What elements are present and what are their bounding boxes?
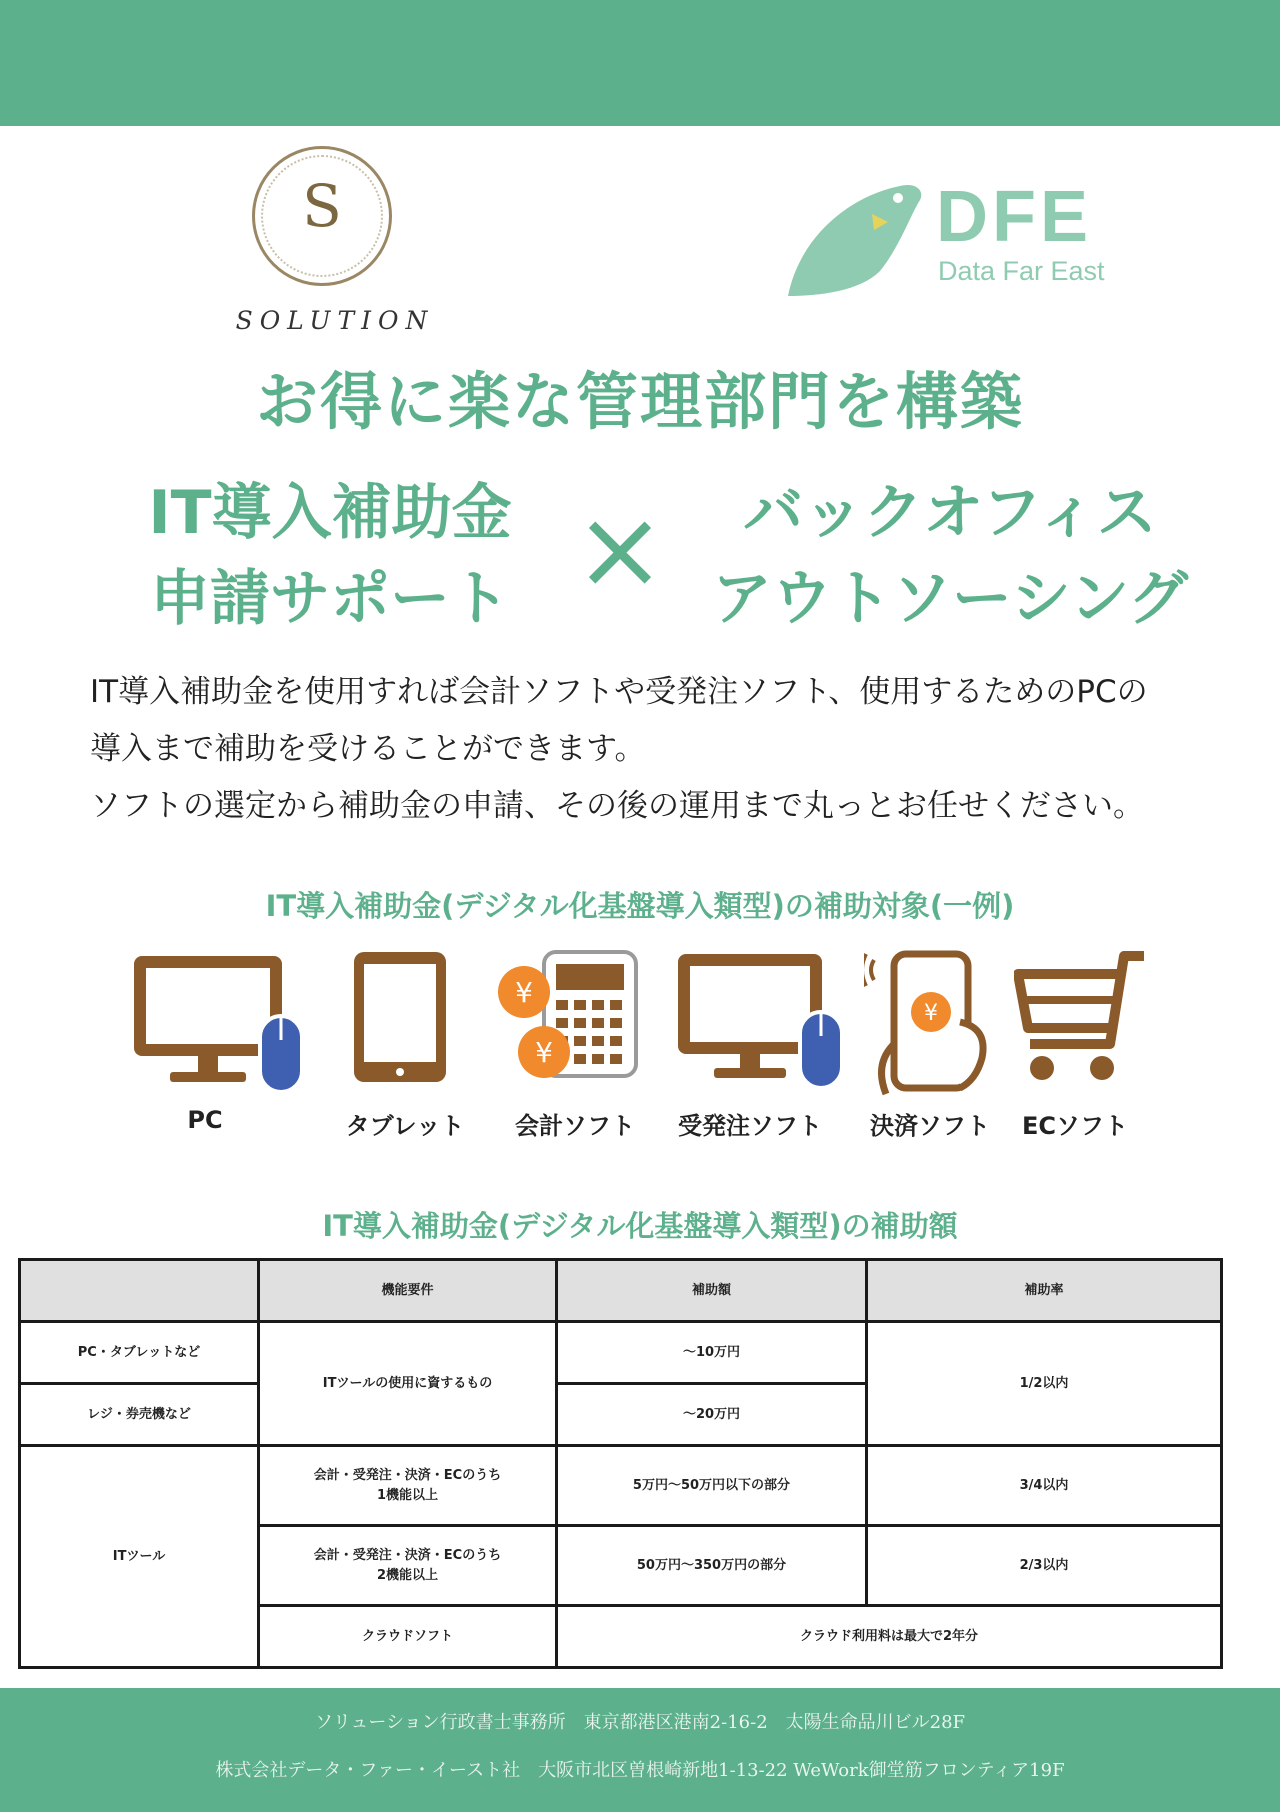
combo-left-line-2: 申請サポート bbox=[150, 564, 510, 634]
cell-rate: 2/3以内 bbox=[867, 1526, 1222, 1606]
cell-category: ITツール bbox=[20, 1446, 259, 1668]
monitor-mouse-icon bbox=[676, 948, 846, 1102]
svg-text:¥: ¥ bbox=[924, 1001, 938, 1026]
table-header-rate: 補助率 bbox=[867, 1260, 1222, 1322]
bottom-band bbox=[0, 1688, 1280, 1812]
table-header-amount: 補助額 bbox=[557, 1260, 867, 1322]
table-row bbox=[20, 1446, 1222, 1526]
table-header-category bbox=[20, 1260, 259, 1322]
svg-text:¥: ¥ bbox=[515, 976, 533, 1009]
calculator-icon bbox=[494, 948, 644, 1092]
dfe-logo-subtitle: Data Far East bbox=[938, 256, 1105, 286]
description-line-3: ソフトの選定から補助金の申請、その後の運用まで丸っとお任せください。 bbox=[90, 788, 1144, 824]
cell-amount: ～20万円 bbox=[557, 1384, 867, 1446]
solution-logo bbox=[235, 142, 448, 342]
cell-category: PC・タブレットなど bbox=[20, 1322, 259, 1384]
amounts-title: IT導入補助金(デジタル化基盤導入類型)の補助額 bbox=[322, 1209, 958, 1243]
smartphone-payment-icon bbox=[864, 948, 994, 1102]
target-label-accounting: 会計ソフト bbox=[515, 1112, 635, 1140]
target-label-pc: PC bbox=[187, 1106, 223, 1134]
cell-rate: 1/2以内 bbox=[867, 1322, 1222, 1446]
footer-address-solution: ソリューション行政書士事務所 東京都港区港南2-16-2 太陽生命品川ビル28F bbox=[314, 1712, 966, 1733]
cell-requirement: 会計・受発注・決済・ECのうち 1機能以上 bbox=[259, 1446, 557, 1526]
svg-text:¥: ¥ bbox=[535, 1036, 553, 1069]
cell-requirement: クラウドソフト bbox=[259, 1606, 557, 1668]
table-row bbox=[20, 1322, 1222, 1384]
combo-right bbox=[680, 470, 1220, 642]
description-line-2: 導入まで補助を受けることができます。 bbox=[90, 731, 646, 767]
table-header-row bbox=[20, 1260, 1222, 1322]
table-header-requirement: 機能要件 bbox=[259, 1260, 557, 1322]
pc-icon bbox=[130, 948, 310, 1102]
dfe-logo bbox=[780, 176, 1140, 306]
description-line-1: IT導入補助金を使用すれば会計ソフトや受発注ソフト、使用するためのPCの bbox=[90, 674, 1148, 710]
target-label-tablet: タブレット bbox=[345, 1112, 465, 1140]
footer-address-dfe: 株式会社データ・ファー・イースト社 大阪市北区曽根崎新地1-13-22 WeWork御堂筋フロンティア19F bbox=[215, 1760, 1065, 1781]
cell-requirement: 会計・受発注・決済・ECのうち 2機能以上 bbox=[259, 1526, 557, 1606]
times-symbol: × bbox=[573, 485, 667, 613]
description bbox=[90, 664, 1200, 835]
combo-right-line-1: バックオフィス bbox=[743, 478, 1157, 548]
target-label-ec: ECソフト bbox=[1021, 1112, 1128, 1140]
subsidy-table bbox=[18, 1258, 1223, 1669]
cell-amount: ～10万円 bbox=[557, 1322, 867, 1384]
cell-note: クラウド利用料は最大で2年分 bbox=[557, 1606, 1222, 1668]
shopping-cart-icon bbox=[1014, 948, 1154, 1092]
cell-category: レジ・券売機など bbox=[20, 1384, 259, 1446]
cell-rate: 3/4以内 bbox=[867, 1446, 1222, 1526]
cell-requirement: ITツールの使用に資するもの bbox=[259, 1322, 557, 1446]
solution-logo-word: SOLUTION bbox=[235, 306, 435, 335]
cell-amount: 50万円～350万円の部分 bbox=[557, 1526, 867, 1606]
target-label-ordering: 受発注ソフト bbox=[678, 1112, 822, 1140]
headline: お得に楽な管理部門を構築 bbox=[255, 365, 1024, 438]
top-band bbox=[0, 0, 1280, 126]
bird-icon bbox=[780, 176, 930, 306]
solution-logo-letter: S bbox=[302, 172, 342, 240]
dfe-logo-mark: DFE bbox=[936, 177, 1092, 257]
target-label-payment: 決済ソフト bbox=[870, 1112, 990, 1140]
combo-right-line-2: アウトソーシング bbox=[711, 564, 1189, 634]
combo-left-line-1: IT導入補助金 bbox=[148, 478, 512, 548]
combo-left bbox=[110, 470, 550, 642]
cell-amount: 5万円～50万円以下の部分 bbox=[557, 1446, 867, 1526]
tablet-icon bbox=[350, 948, 450, 1092]
targets-title: IT導入補助金(デジタル化基盤導入類型)の補助対象(一例) bbox=[265, 889, 1015, 923]
